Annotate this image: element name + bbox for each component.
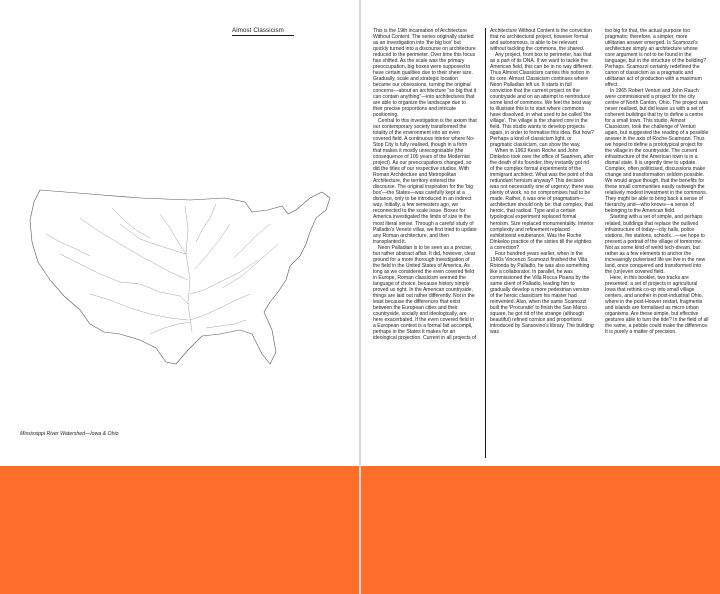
text-column-1 (373, 28, 477, 458)
paragraph: Starting with a set of simple, and perhaps related, buildings that replace the outlived infrastructure of today—city halls, police stations, fire stations, schools...—we hope to present a portrait of the village of tomorrow. Not as some kind of weird tech-dream, but rather as a few elements to anchor the increasingly pulverised life we live in the new land, once conquered and transformed into the (un)even covered field. (605, 214, 706, 275)
paragraph: Here, in this booklet, two tracks are presented: a set of projects in agricultural Iowa that rethink co-op into small village centers, and another in post-industrial Ohio, where in the post-Hoover restart, fragments and islands are formalised as micro urban organisms. Are these simple, but effective gestures able to turn the tide? In the field of all the same, a pebble could make the difference. It is purely a matter of precision. (605, 274, 709, 335)
us-outline (30, 190, 330, 364)
river-network (46, 204, 278, 334)
paragraph: too big for that, the actual purpose too pragmatic; therefore, a simpler, more utilitarian answer emerged. Is Scamozzi's architecture simply an architecture whose core argument is not to be found in the language, but in the structure of the building? Perhaps. Scamozzi certainly redefined the canon of classicism as a pragmatic and utilitarian act of production with a maximum effect. (605, 28, 707, 89)
paragraph: Neon Palladian is to be seen as a precise, but rather abstract affair. It did, however, clear ground for a more thorough investigation of the field in the United States of America. As long as we considered the even covered field in Europe, Roman classicism seemed the language of choice, because history simply proved us right. In the American countryside, things are laid out rather differently. Not in the least because the differences that exist between the European cities and their countryside, socially and ideologically, are here exacerbated. If the even covered field in a European context is a formal fait accompli, perhaps in the States it makes for an ideological projection. Current in all projects of (373, 244, 477, 341)
orange-band-left (0, 466, 359, 594)
running-head (232, 27, 284, 34)
running-head-rule (232, 35, 294, 36)
text-column-3 (605, 28, 709, 458)
left-page (0, 0, 359, 594)
text-column-2 (490, 28, 594, 458)
paragraph: In 1965 Robert Venturi and John Rauch were commissioned a project for the city centre of North Canton, Ohio. The project was never realised, but did leave us with a set of coherent buildings that try to define a centre for a small town. This studio, Almost Classicism, took the challenge of Venturi again, but suggested the reading of a possible answer in the axis of Roche-Scamozzi. Thus we hoped to define a prototypical project for the village in the countryside. The current infrastructure of the American town is in a dismal state. It is urgently time to update. Complex, often politicised, discussions make change and transformation seldom possible. We would argue though, that the benefits for these small communities easily outweigh the relatively modest investment in the commons. They might be able to bring back a sense of hierarchy and—who knows—a sense of belonging to the American field. (605, 88, 709, 215)
right-page (361, 0, 720, 594)
paragraph: This is the 19th incarnation of Architecture Without Content. The series originally started as an investigation into 'the big box' but quickly turned into a discourse on architecture reduced to the perimeter. Over time this focus has shifted. As the scale was the primary preoccupation, big boxes were supposed to have certain qualities due to their sheer size. Gradually, scale and strategic location became our obsessions, turning the original concerns—about an architecture "so big that it can contain anything"—into architectures that are able to organize the landscape due to their precise proportions and intricate positioning. (373, 28, 477, 119)
paragraph: Central to this investigation is the axiom that our contemporary society transformed the totality of the environment into an even covered field. A continuous interior where No-Stop City is fully realised, though in a form that makes it mostly unrecognisable (the consequence of 100 years of the Modernist project). As our preoccupations changed, so did the titles of our respective studios. With Roman Architecture and Metropolitan Architecture, the territory entered the discourse. The original inspiration for the 'big box'—the States—was carefully kept at a distance, only to be introduced in an indirect way. Initially, a few semesters ago, we reconnected to the scale issue. Boxes for America investigated the limits of size in the most literal sense. Through a careful study of Palladio's Veneto villas, we first tried to update any Roman architecture, and then transplanted it. (373, 118, 477, 245)
running-head-text: Almost Classicism (232, 27, 284, 34)
paragraph: When in 1963 Kevin Roche and John Dinkeloo took over the office of Saarinen, after the death of its founder, they instantly got rid of the complex formal experiments of the immigrant architect. What was the point of this redundant heroism anyway? This decision was not necessarily one of urgency; there was plenty of work, so no compromises had to be made. Rather, it was one of pragmatism—architecture should only be: that complex, that heroic, that radical. Type and a certain typological experiment replaced formal heroism. Size replaced monumentality. Interior complexity and refinement replaced exhibitionist exuberance. Was the Roche Dinkeloo practice of the sixties till the eighties a correction? (490, 148, 594, 251)
paragraph: Four hundred years earlier, when in the 1560s Vincenzo Scamozzi finished the Villa Rotonda by Palladio, he was also something like a collaborator. In parallel, he was commissioned the Villa Rocca Pisana by the same client of Palladio, leading him to gradually develop a more pedestrian version of the heroic classicism his master had reinvented. Also, when the same Scamozzi built the 'Procuratie' to finish the San Marco square, he got rid of the strange (although beautiful) refined cornice and proportions introduced by Sansovino's library. The building was (490, 250, 594, 335)
orange-band-right (361, 466, 720, 594)
map-caption: Mississippi River Watershed—Iowa & Ohio (20, 431, 119, 437)
paragraph: Architecture Without Content is the conviction that no architectural project, however formal and autonomous, is able to be relevant without tackling the commons, the shared. (490, 28, 592, 53)
paragraph: Any project, from box to perimeter, has that as a part of its DNA. If we want to tackle the American field, this can be in no way different. Thus Almost Classicism carries this notion in its core. Almost Classicism continues where Neon Palladian left us. It starts in full conviction that the current project on the countryside and on an attempt to reintroduce some kind of commons. We feel the best way to illustrate this is to start where commons have dissolved, in what used to be called 'the village'. The village is the shared core in the field. This studio wants to develop projects again, in order to formalise this idea. But how? Perhaps a kind of classicism light, or pragmatic classicism, can show the way. (490, 52, 594, 149)
column-rule (485, 28, 486, 458)
us-watershed-map (20, 184, 342, 404)
